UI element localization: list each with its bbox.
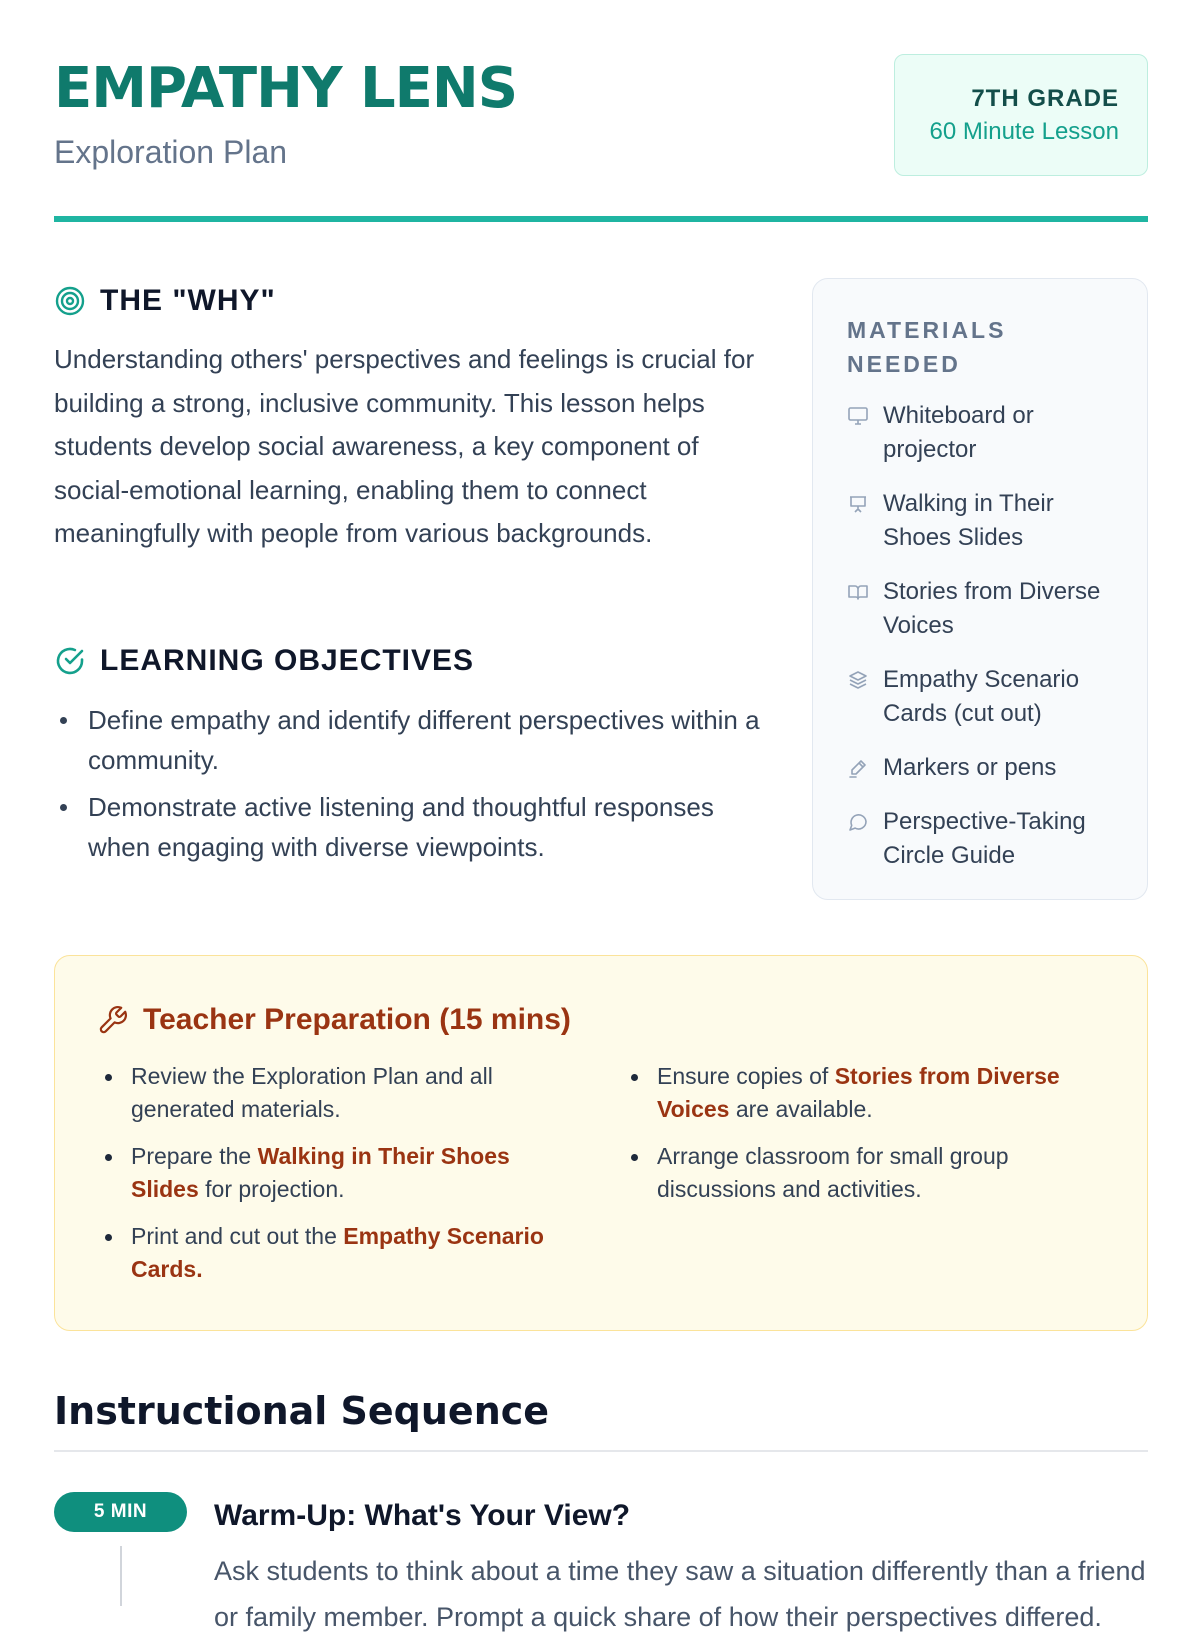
grade-badge xyxy=(894,54,1148,176)
prep-text: Review the Exploration Plan and all generated materials. xyxy=(131,1063,493,1122)
material-item xyxy=(847,399,1117,467)
step-duration-badge: 5 MIN xyxy=(54,1492,187,1532)
why-heading-label: THE "WHY" xyxy=(100,284,276,317)
presentation-icon xyxy=(847,493,869,515)
lesson-title: EMPATHY LENS xyxy=(54,56,518,121)
header-divider xyxy=(54,216,1148,222)
lesson-duration: 60 Minute Lesson xyxy=(929,118,1119,145)
material-item xyxy=(847,751,1117,785)
prep-text: Print and cut out the xyxy=(131,1223,344,1249)
material-item xyxy=(847,487,1117,555)
lesson-header xyxy=(54,54,1148,224)
prep-list-right xyxy=(623,1060,1103,1220)
material-item xyxy=(847,663,1117,731)
message-circle-icon xyxy=(847,811,869,833)
step-title: Warm-Up: What's Your View? xyxy=(214,1499,631,1532)
material-label: Walking in Their Shoes Slides xyxy=(883,490,1054,551)
prep-list-left xyxy=(97,1060,567,1300)
monitor-icon xyxy=(847,405,869,427)
objectives-heading-label: LEARNING OBJECTIVES xyxy=(100,644,475,677)
book-open-icon xyxy=(847,581,869,603)
material-item xyxy=(847,575,1117,643)
why-heading xyxy=(54,282,276,320)
material-reference: Walking in Their Shoes Slides xyxy=(131,1143,510,1202)
prep-text: for projection. xyxy=(198,1176,345,1202)
material-item xyxy=(847,805,1117,873)
sequence-divider xyxy=(54,1450,1148,1452)
material-reference: Stories from Diverse Voices xyxy=(657,1063,1060,1122)
prep-text: Arrange classroom for small group discussions and activities. xyxy=(657,1143,1009,1202)
list-item: Demonstrate active listening and thoughtful responses when engaging with diverse viewpoints. xyxy=(54,787,772,867)
materials-panel xyxy=(812,278,1148,900)
list-item xyxy=(97,1140,567,1206)
prep-text: Prepare the xyxy=(131,1143,258,1169)
list-item xyxy=(97,1060,567,1126)
target-icon xyxy=(54,285,86,317)
timeline-line xyxy=(120,1546,122,1606)
prep-text: . xyxy=(196,1256,203,1282)
material-label: Whiteboard or projector xyxy=(883,402,1034,463)
list-item xyxy=(97,1220,567,1286)
material-label: Empathy Scenario Cards (cut out) xyxy=(883,666,1080,727)
material-label: Markers or pens xyxy=(883,754,1057,781)
prep-heading-label: Teacher Preparation (15 mins) xyxy=(143,1003,571,1036)
lesson-subtitle: Exploration Plan xyxy=(54,134,288,170)
why-paragraph: Understanding others' perspectives and feelings is crucial for building a strong, inclusive community. This lesson helps students develop social awareness, a key component of social-emotional learning, enabling them to connect meaningfully with people from various backgrounds. xyxy=(54,344,755,548)
grade-level: 7TH GRADE xyxy=(971,85,1119,112)
prep-text: Ensure copies of xyxy=(657,1063,835,1089)
layers-icon xyxy=(847,669,869,691)
pen-icon xyxy=(847,757,869,779)
prep-text: are available. xyxy=(729,1096,873,1122)
material-label: Stories from Diverse Voices xyxy=(883,578,1101,639)
check-circle-icon xyxy=(54,645,86,677)
material-label: Perspective-Taking Circle Guide xyxy=(883,808,1086,869)
material-reference: Empathy Scenario Cards xyxy=(131,1223,544,1282)
wrench-icon xyxy=(97,1004,129,1036)
list-item xyxy=(623,1060,1103,1126)
list-item: Define empathy and identify different perspectives within a community. xyxy=(54,700,772,780)
prep-heading xyxy=(97,1000,571,1040)
materials-heading: MATERIALS NEEDED xyxy=(847,317,1007,377)
objectives-list xyxy=(54,700,772,874)
objectives-heading xyxy=(54,642,474,680)
teacher-preparation-panel xyxy=(54,955,1148,1331)
list-item xyxy=(623,1140,1103,1206)
step-description: Ask students to think about a time they saw a situation differently than a friend or family member. Prompt a quick share of how their perspectives differed. xyxy=(214,1556,1146,1632)
sequence-heading: Instructional Sequence xyxy=(54,1389,550,1433)
